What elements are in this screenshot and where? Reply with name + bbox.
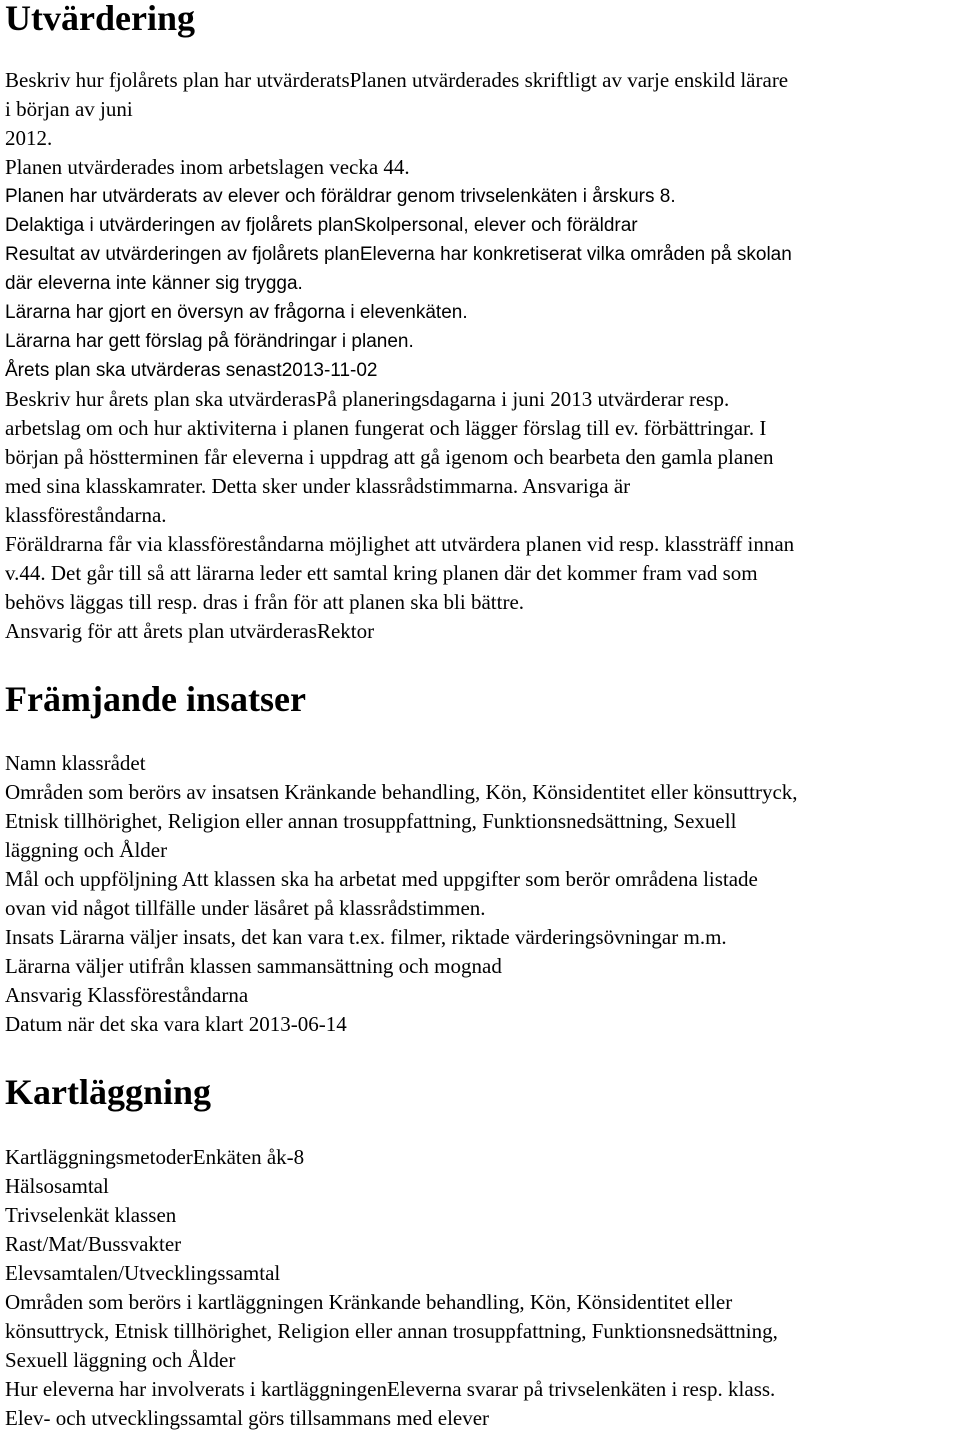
text-line: Ansvarig för att årets plan utvärderasRektor bbox=[5, 619, 375, 643]
text-line: 2012. bbox=[5, 126, 53, 150]
text-line: Planen utvärderades inom arbetslagen vecka 44. bbox=[5, 155, 410, 179]
text-line: behövs läggas till resp. dras i från för att planen ska bli bättre. bbox=[5, 590, 525, 614]
text-line: Ansvarig Klassföreståndarna bbox=[5, 983, 249, 1007]
text-line: Lärarna väljer utifrån klassen sammansättning och mognad bbox=[5, 954, 502, 978]
text-line: könsuttryck, Etnisk tillhörighet, Religion eller annan trosuppfattning, Funktionsnedsättning, bbox=[5, 1319, 778, 1343]
text-line: Lärarna har gjort en översyn av frågorna i elevenkäten. bbox=[5, 302, 468, 323]
text-line: Beskriv hur fjolårets plan har utvärderatsPlanen utvärderades skriftligt av varje enskild lärare bbox=[5, 68, 789, 92]
text-line: arbetslag om och hur aktiviterna i planen fungerat och lägger förslag till ev. förbättringar. I bbox=[5, 416, 767, 440]
text-line: början på höstterminen får eleverna i uppdrag att gå igenom och bearbeta den gamla planen bbox=[5, 445, 774, 469]
text-line: i början av juni bbox=[5, 97, 133, 121]
text-line: v.44. Det går till så att lärarna leder ett samtal kring planen där det kommer fram vad som bbox=[5, 561, 758, 585]
text-line: klassföreståndarna. bbox=[5, 503, 167, 527]
text-line: Etnisk tillhörighet, Religion eller annan trosuppfattning, Funktionsnedsättning, Sexuell bbox=[5, 809, 737, 833]
text-line: Delaktiga i utvärderingen av fjolårets planSkolpersonal, elever och föräldrar bbox=[5, 215, 638, 236]
text-line: Namn klassrådet bbox=[5, 751, 146, 775]
text-line: Hur eleverna har involverats i kartläggningenEleverna svarar på trivselenkäten i resp. klass. bbox=[5, 1377, 776, 1401]
text-line: Sexuell läggning och Ålder bbox=[5, 1348, 236, 1372]
text-line: ovan vid något tillfälle under läsåret på klassrådstimmen. bbox=[5, 896, 486, 920]
text-line: Datum när det ska vara klart 2013-06-14 bbox=[5, 1012, 347, 1036]
text-line: Elevsamtalen/Utvecklingssamtal bbox=[5, 1261, 281, 1285]
text-line: Hälsosamtal bbox=[5, 1174, 109, 1198]
text-line: med sina klasskamrater. Detta sker under klassrådstimmarna. Ansvariga är bbox=[5, 474, 631, 498]
framjande-body bbox=[5, 749, 957, 1039]
kartlaggning-body bbox=[5, 1143, 957, 1433]
text-line: Insats Lärarna väljer insats, det kan vara t.ex. filmer, riktade värderingsövningar m.m. bbox=[5, 925, 727, 949]
text-line: Elev- och utvecklingssamtal görs tillsammans med elever bbox=[5, 1406, 490, 1430]
text-line: läggning och Ålder bbox=[5, 838, 168, 862]
text-line: Områden som berörs av insatsen Kränkande behandling, Kön, Könsidentitet eller könsuttryck, bbox=[5, 780, 798, 804]
text-line: Planen har utvärderats av elever och föräldrar genom trivselenkäten i årskurs 8. bbox=[5, 186, 676, 207]
heading-kartlaggning: Kartläggning bbox=[5, 1072, 212, 1112]
text-line: Lärarna har gett förslag på förändringar i planen. bbox=[5, 331, 414, 352]
text-line: Årets plan ska utvärderas senast2013-11-02 bbox=[5, 360, 378, 381]
text-line: Områden som berörs i kartläggningen Kränkande behandling, Kön, Könsidentitet eller bbox=[5, 1290, 733, 1314]
text-line: Rast/Mat/Bussvakter bbox=[5, 1232, 182, 1256]
text-line: Resultat av utvärderingen av fjolårets planEleverna har konkretiserat vilka områden på skolan bbox=[5, 244, 792, 265]
text-line: Beskriv hur årets plan ska utvärderasPå planeringsdagarna i juni 2013 utvärderar resp. bbox=[5, 387, 730, 411]
text-line: KartläggningsmetoderEnkäten åk-8 bbox=[5, 1145, 305, 1169]
text-line: Trivselenkät klassen bbox=[5, 1203, 177, 1227]
text-line: Mål och uppföljning Att klassen ska ha arbetat med uppgifter som berör områdena listade bbox=[5, 867, 758, 891]
utvardering-body bbox=[5, 66, 957, 646]
text-line: Föräldrarna får via klassföreståndarna möjlighet att utvärdera planen vid resp. klassträff innan bbox=[5, 532, 795, 556]
heading-framjande-insatser: Främjande insatser bbox=[5, 679, 306, 719]
text-line: där eleverna inte känner sig trygga. bbox=[5, 273, 303, 294]
heading-utvardering: Utvärdering bbox=[5, 0, 195, 38]
